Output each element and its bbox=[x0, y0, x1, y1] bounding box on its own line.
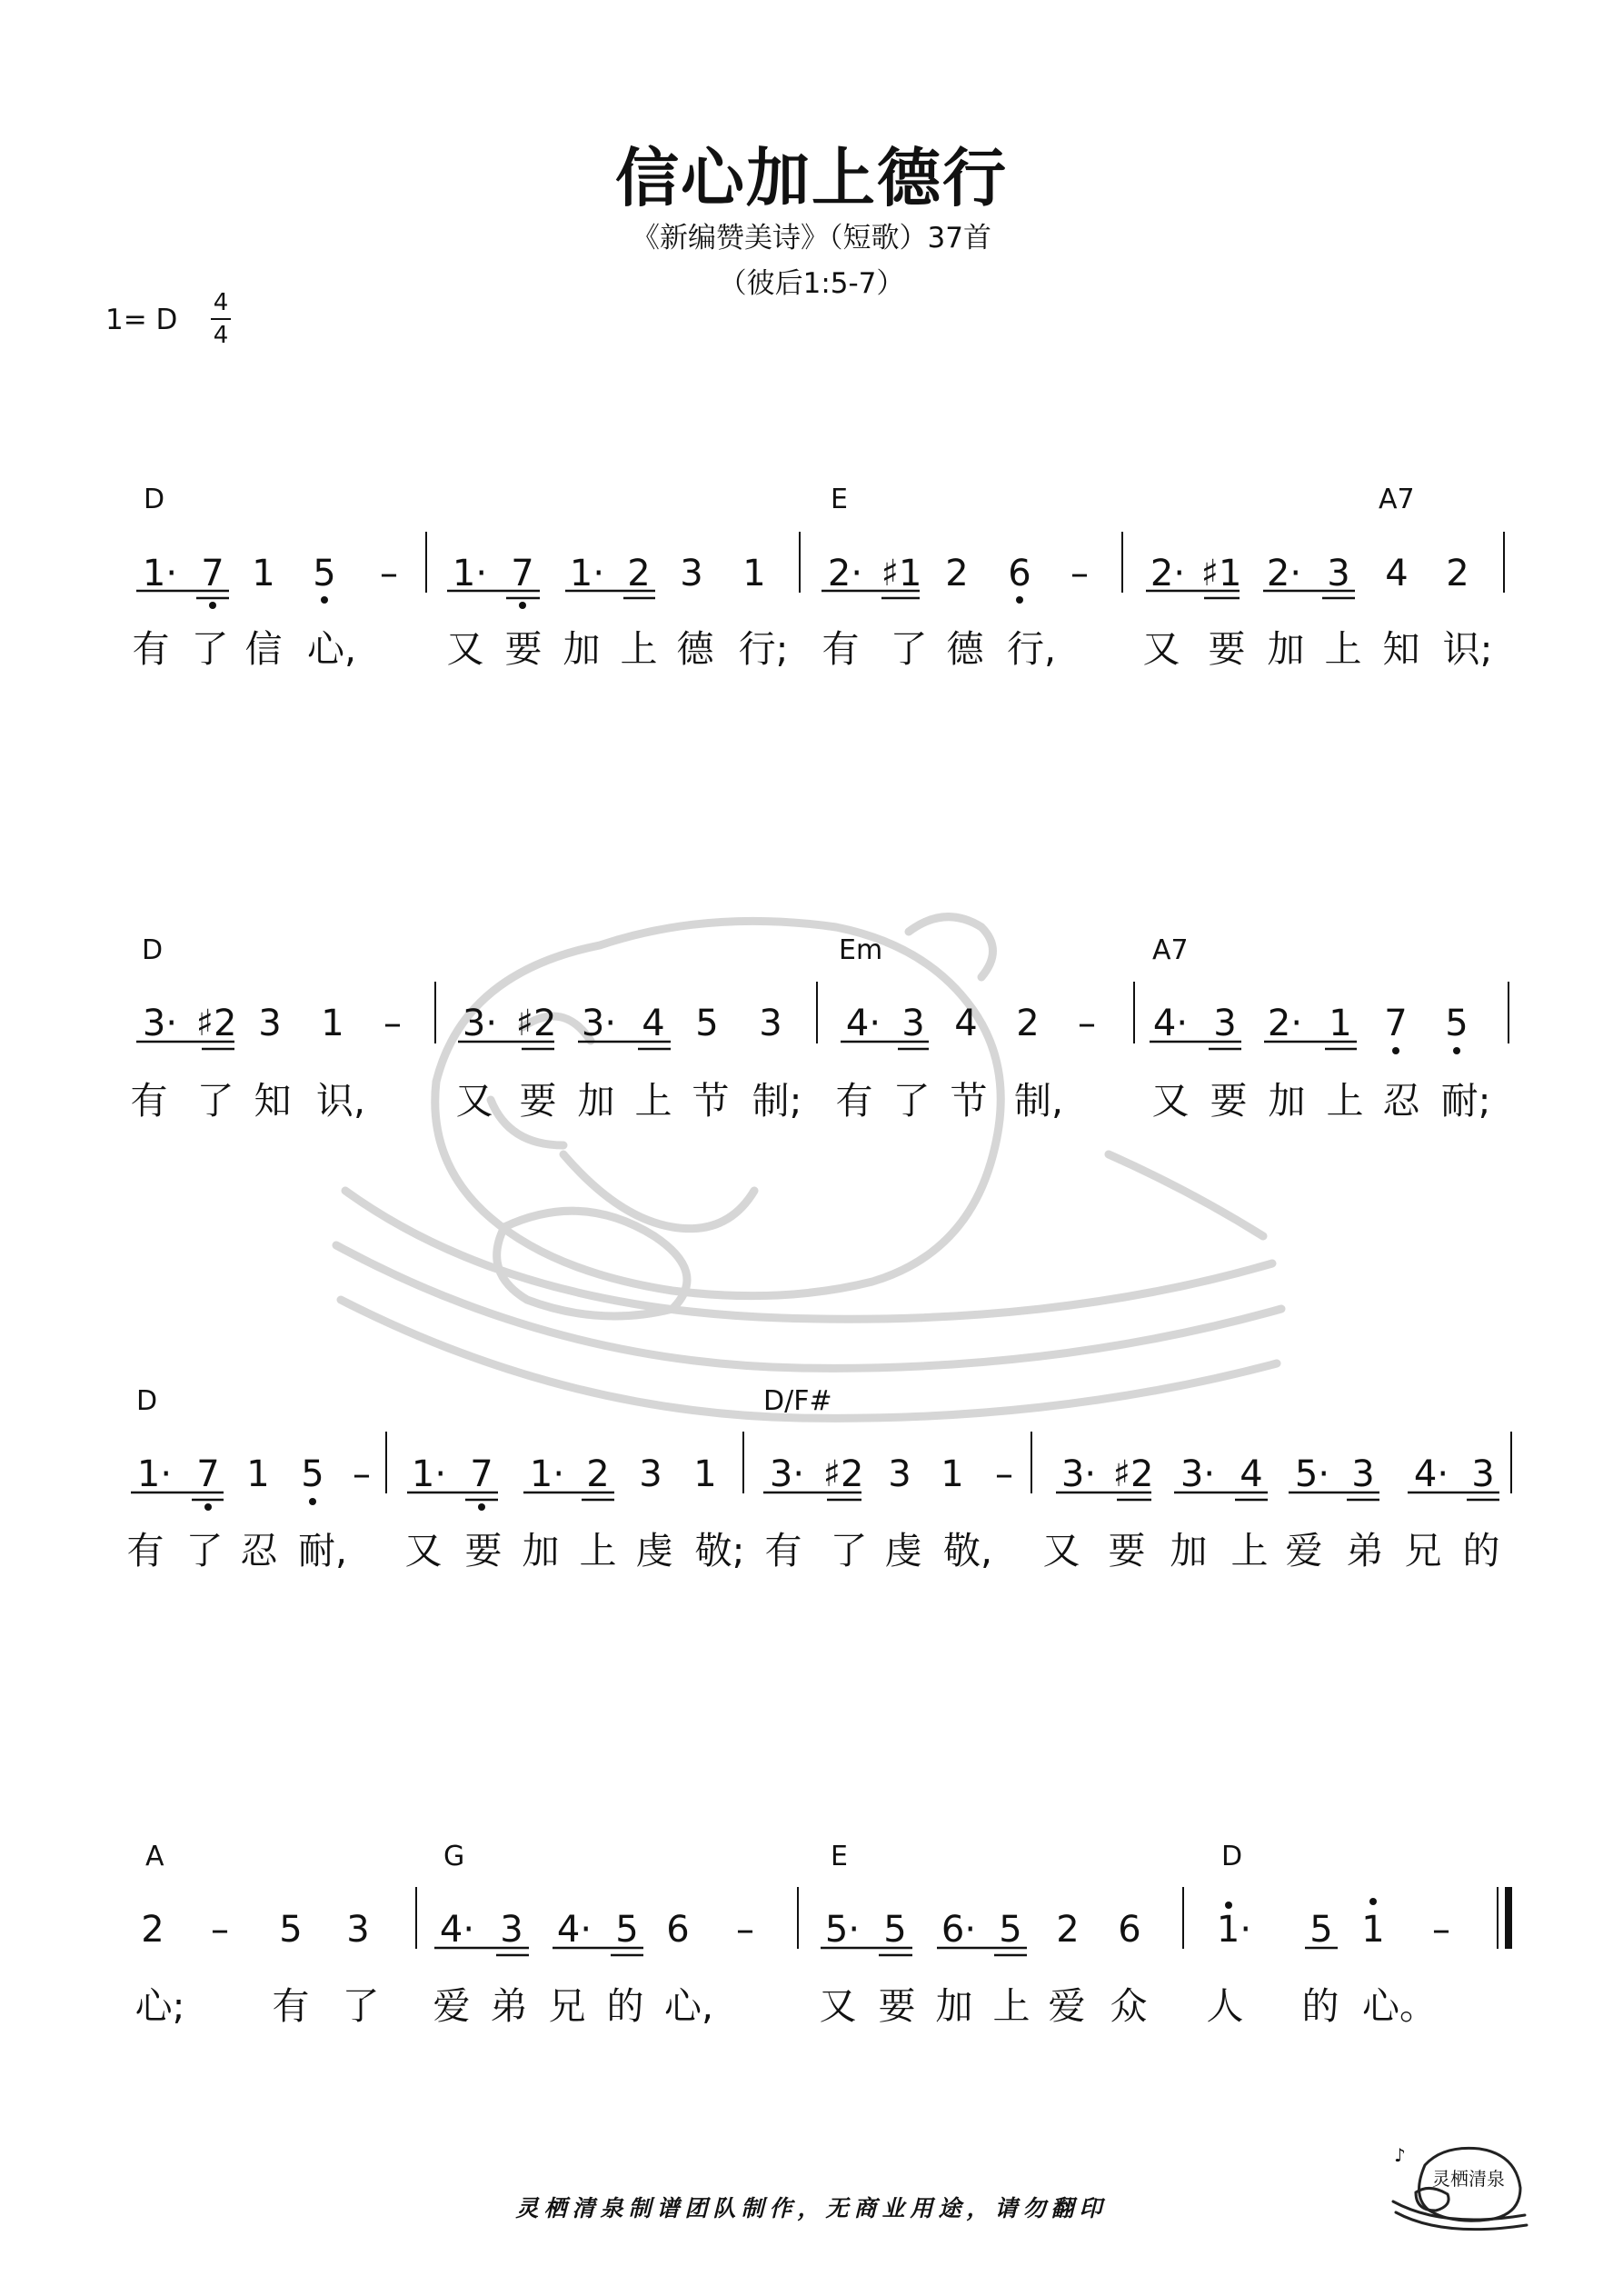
lyric: 要 bbox=[519, 1079, 557, 1123]
lyric: 要 bbox=[1208, 627, 1246, 671]
note: 5· bbox=[1294, 1453, 1330, 1495]
note: 1· bbox=[452, 553, 488, 594]
chord-label: D bbox=[142, 934, 164, 966]
note: 4· bbox=[1152, 1003, 1189, 1044]
note: 2· bbox=[827, 553, 863, 594]
note: 6 bbox=[1008, 553, 1031, 594]
note: 3· bbox=[462, 1003, 498, 1044]
note: 5· bbox=[824, 1909, 861, 1951]
lyric: 又 bbox=[446, 627, 484, 671]
note: 1· bbox=[136, 1453, 173, 1495]
lyric: 忍 bbox=[240, 1529, 278, 1572]
note: 3· bbox=[1180, 1453, 1216, 1495]
lyric: 弟 bbox=[1346, 1529, 1384, 1572]
lyric: 加 bbox=[1268, 1079, 1306, 1123]
note: – bbox=[1070, 553, 1089, 594]
music-note-icon: ♪ bbox=[1394, 2144, 1406, 2166]
lyric: 心, bbox=[306, 627, 357, 671]
note: – bbox=[736, 1909, 754, 1951]
note: – bbox=[383, 1003, 402, 1044]
note: 5 bbox=[313, 553, 336, 594]
lyric: 爱 bbox=[1048, 1984, 1086, 2028]
note: 3 bbox=[888, 1453, 911, 1495]
sheep-logo-icon bbox=[1389, 2138, 1534, 2238]
logo-text: 灵栖清泉 bbox=[1432, 2168, 1505, 2190]
note: ♯2 bbox=[1112, 1453, 1154, 1495]
lyric: 耐, bbox=[297, 1529, 348, 1572]
lyric: 上 bbox=[1230, 1529, 1269, 1572]
chord-label: A bbox=[145, 1841, 164, 1872]
lyric: 了 bbox=[890, 627, 928, 671]
lyric: 有 bbox=[132, 627, 170, 671]
note: 5 bbox=[999, 1909, 1022, 1951]
lyric: 心; bbox=[134, 1984, 185, 2028]
lyric: 上 bbox=[992, 1984, 1031, 2028]
final-barline bbox=[1505, 1887, 1512, 1949]
note: 1 bbox=[252, 553, 275, 594]
chord-label: E bbox=[831, 484, 848, 515]
lyric: 了 bbox=[830, 1529, 868, 1572]
lyric: 识, bbox=[315, 1079, 366, 1123]
lyric: 敬, bbox=[942, 1529, 993, 1572]
note: 7 bbox=[1384, 1003, 1408, 1044]
note: 3 bbox=[1471, 1453, 1495, 1495]
note: 1· bbox=[529, 1453, 565, 1495]
note: 1· bbox=[569, 553, 605, 594]
chord-label: D bbox=[136, 1385, 158, 1417]
note: 5 bbox=[695, 1003, 719, 1044]
lyric: 忍 bbox=[1382, 1079, 1420, 1123]
song-title: 信心加上德行 bbox=[615, 141, 1008, 215]
note: 2 bbox=[1016, 1003, 1040, 1044]
lyric: 要 bbox=[878, 1984, 916, 2028]
chord-label: A7 bbox=[1152, 934, 1189, 966]
note: ♯1 bbox=[881, 553, 922, 594]
chord-label: D bbox=[1221, 1841, 1243, 1872]
note: 1 bbox=[1329, 1003, 1352, 1044]
key-signature: 1= D bbox=[105, 304, 178, 336]
lyric: 虔 bbox=[884, 1529, 922, 1572]
lyric: 上 bbox=[1326, 1079, 1364, 1123]
lyric: 要 bbox=[1108, 1529, 1146, 1572]
footer-notice: 灵栖清泉制谱团队制作，无商业用途，请勿翻印 bbox=[515, 2195, 1108, 2221]
note: 5 bbox=[1309, 1909, 1333, 1951]
scripture-reference: （彼后1:5-7） bbox=[718, 267, 905, 300]
lyric: 上 bbox=[620, 627, 658, 671]
lyric: 识; bbox=[1442, 627, 1493, 671]
note: 3· bbox=[581, 1003, 617, 1044]
note: – bbox=[380, 553, 398, 594]
lyric: 德 bbox=[676, 627, 714, 671]
lyric: 制, bbox=[1013, 1079, 1064, 1123]
lyric: 的 bbox=[1462, 1529, 1500, 1572]
note: 5 bbox=[279, 1909, 303, 1951]
lyric: 心, bbox=[663, 1984, 714, 2028]
lyric: 制; bbox=[752, 1079, 802, 1123]
lyric: 又 bbox=[404, 1529, 443, 1572]
note: 5 bbox=[1445, 1003, 1469, 1044]
note: 4· bbox=[845, 1003, 881, 1044]
lyric: 了 bbox=[892, 1079, 931, 1123]
chord-label: A7 bbox=[1379, 484, 1415, 515]
note: 3 bbox=[1351, 1453, 1375, 1495]
lyric: 有 bbox=[272, 1984, 310, 2028]
lyric: 节 bbox=[950, 1079, 988, 1123]
time-signature-top: 4 bbox=[213, 289, 229, 316]
note: 1· bbox=[411, 1453, 447, 1495]
system-3 bbox=[127, 1385, 1512, 1572]
system-4 bbox=[135, 1841, 1512, 2028]
lyric: 又 bbox=[1151, 1079, 1190, 1123]
note: 4· bbox=[1413, 1453, 1449, 1495]
note: 2· bbox=[1266, 553, 1302, 594]
system-2 bbox=[131, 934, 1509, 1123]
chord-label: D bbox=[144, 484, 165, 515]
time-signature-bottom: 4 bbox=[213, 322, 229, 349]
chord-label: G bbox=[443, 1841, 465, 1872]
chord-label: E bbox=[831, 1841, 848, 1872]
note: 7 bbox=[196, 1453, 220, 1495]
lyric: 加 bbox=[577, 1079, 615, 1123]
note: 6 bbox=[666, 1909, 690, 1951]
system-1 bbox=[133, 484, 1505, 671]
note: 3 bbox=[258, 1003, 282, 1044]
note: 6 bbox=[1118, 1909, 1141, 1951]
lyric: 加 bbox=[522, 1529, 560, 1572]
lyric: 又 bbox=[1142, 627, 1180, 671]
lyric: 虔 bbox=[635, 1529, 673, 1572]
lyric: 众 bbox=[1110, 1984, 1148, 2028]
lyric: 行; bbox=[738, 627, 789, 671]
note: ♯2 bbox=[515, 1003, 557, 1044]
lyric: 上 bbox=[634, 1079, 672, 1123]
lyric: 的 bbox=[606, 1984, 644, 2028]
note: – bbox=[995, 1453, 1013, 1495]
lyric: 弟 bbox=[490, 1984, 528, 2028]
note: 3 bbox=[1327, 553, 1350, 594]
note: – bbox=[1432, 1909, 1450, 1951]
lyric: 加 bbox=[1170, 1529, 1208, 1572]
note: 2 bbox=[586, 1453, 610, 1495]
note: 3· bbox=[769, 1453, 805, 1495]
note: 2 bbox=[1056, 1909, 1080, 1951]
lyric: 要 bbox=[504, 627, 543, 671]
note: – bbox=[1078, 1003, 1096, 1044]
lyric: 有 bbox=[835, 1079, 873, 1123]
lyric: 了 bbox=[185, 1529, 224, 1572]
note: 4 bbox=[1385, 553, 1409, 594]
note: 1 bbox=[1361, 1909, 1385, 1951]
note: 2· bbox=[1150, 553, 1186, 594]
note: 6· bbox=[941, 1909, 977, 1951]
note: 3 bbox=[1213, 1003, 1237, 1044]
lyric: 德 bbox=[946, 627, 984, 671]
lyric: 人 bbox=[1206, 1984, 1244, 2028]
lyric: 信 bbox=[244, 627, 283, 671]
lyric: 敬; bbox=[694, 1529, 745, 1572]
song-source: 《新编赞美诗》（短歌）37首 bbox=[632, 222, 991, 255]
lyric: 又 bbox=[1042, 1529, 1080, 1572]
note: 3 bbox=[639, 1453, 662, 1495]
lyric: 有 bbox=[126, 1529, 164, 1572]
note: ♯2 bbox=[822, 1453, 864, 1495]
lyric: 加 bbox=[563, 627, 601, 671]
note: 4 bbox=[954, 1003, 978, 1044]
note: 4 bbox=[1240, 1453, 1263, 1495]
note: 2 bbox=[1446, 553, 1469, 594]
lyric: 加 bbox=[935, 1984, 973, 2028]
note: 1 bbox=[321, 1003, 344, 1044]
note: 3 bbox=[901, 1003, 925, 1044]
note: 3 bbox=[680, 553, 703, 594]
lyric: 上 bbox=[579, 1529, 617, 1572]
note: 3· bbox=[1060, 1453, 1097, 1495]
note: ♯2 bbox=[195, 1003, 237, 1044]
lyric: 兄 bbox=[548, 1984, 586, 2028]
lyric: 又 bbox=[819, 1984, 857, 2028]
lyric: 有 bbox=[764, 1529, 802, 1572]
lyric: 行, bbox=[1006, 627, 1057, 671]
note: – bbox=[353, 1453, 371, 1495]
note: 4· bbox=[439, 1909, 475, 1951]
note: 3 bbox=[759, 1003, 782, 1044]
lyric: 心。 bbox=[1362, 1984, 1437, 2028]
lyric: 爱 bbox=[433, 1984, 471, 2028]
lyric: 兄 bbox=[1404, 1529, 1442, 1572]
note: 1 bbox=[246, 1453, 270, 1495]
note: 1 bbox=[693, 1453, 717, 1495]
note: 1 bbox=[941, 1453, 964, 1495]
note: 2 bbox=[627, 553, 651, 594]
lyric: 知 bbox=[1382, 627, 1420, 671]
lyric: 了 bbox=[196, 1079, 234, 1123]
note: 4· bbox=[556, 1909, 592, 1951]
note: 1· bbox=[142, 553, 178, 594]
chord-label: Em bbox=[839, 934, 883, 966]
lyric: 的 bbox=[1301, 1984, 1339, 2028]
note: 7 bbox=[201, 553, 224, 594]
note: 5 bbox=[883, 1909, 907, 1951]
note: 7 bbox=[470, 1453, 493, 1495]
chord-label: D/F# bbox=[763, 1385, 832, 1417]
lyric: 要 bbox=[464, 1529, 503, 1572]
note: 5 bbox=[615, 1909, 639, 1951]
note: 1· bbox=[1216, 1909, 1252, 1951]
lyric: 有 bbox=[130, 1079, 168, 1123]
lyric: 要 bbox=[1210, 1079, 1248, 1123]
note: 7 bbox=[511, 553, 534, 594]
note: 5 bbox=[301, 1453, 324, 1495]
lyric: 有 bbox=[821, 627, 860, 671]
note: 2 bbox=[945, 553, 969, 594]
lyric: 耐; bbox=[1440, 1079, 1491, 1123]
note: 3 bbox=[346, 1909, 370, 1951]
note: – bbox=[211, 1909, 229, 1951]
lyric: 又 bbox=[455, 1079, 493, 1123]
note: 1 bbox=[742, 553, 766, 594]
note: 3 bbox=[500, 1909, 523, 1951]
lyric: 节 bbox=[692, 1079, 730, 1123]
lyric: 知 bbox=[254, 1079, 292, 1123]
lyric: 了 bbox=[342, 1984, 380, 2028]
note: 3· bbox=[142, 1003, 178, 1044]
note: ♯1 bbox=[1200, 553, 1242, 594]
lyric: 爱 bbox=[1285, 1529, 1323, 1572]
note: 2· bbox=[1267, 1003, 1303, 1044]
note: 4 bbox=[642, 1003, 665, 1044]
lyric: 了 bbox=[191, 627, 229, 671]
lyric: 加 bbox=[1267, 627, 1305, 671]
note: 2 bbox=[141, 1909, 164, 1951]
lyric: 上 bbox=[1324, 627, 1362, 671]
